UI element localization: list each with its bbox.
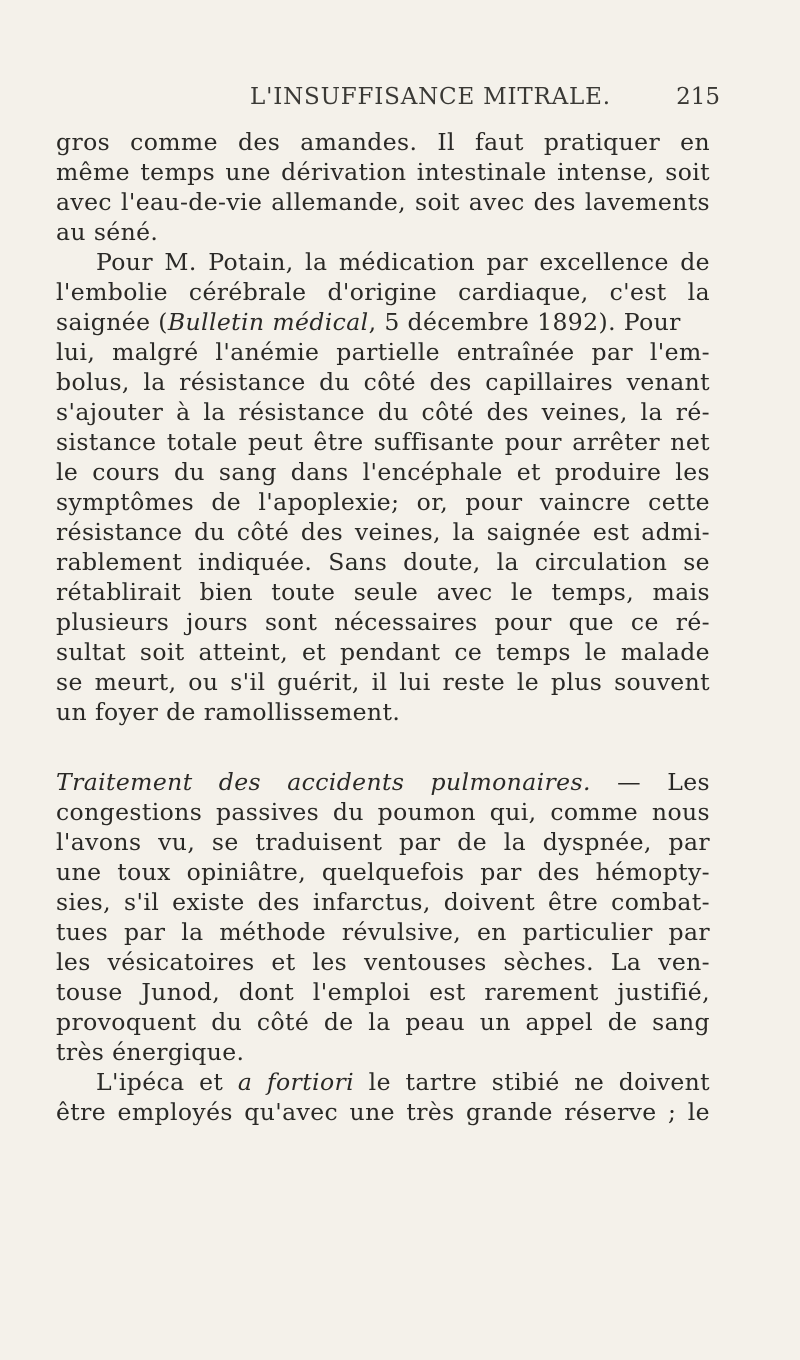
text-line: être employés qu'avec une très grande réserve ; le (56, 1098, 710, 1126)
text-fragment: le tartre stibié ne doivent (354, 1068, 711, 1096)
text-line: même temps une dérivation intestinale intense, soit (56, 158, 710, 186)
text-line: lui, malgré l'anémie partielle entraînée par l'em- (56, 338, 710, 366)
text-line: provoquent du côté de la peau un appel de sang (56, 1008, 710, 1036)
paragraph-gap (56, 727, 710, 767)
journal-title: Bulletin médical (167, 308, 369, 336)
text-line: symptômes de l'apoplexie; or, pour vaincre cette (56, 488, 710, 516)
paragraph-2 (56, 247, 710, 727)
running-head: L'INSUFFISANCE MITRALE. (250, 84, 611, 110)
page-number: 215 (676, 84, 720, 110)
text-line: sultat soit atteint, et pendant ce temps le malade (56, 638, 710, 666)
text-line: congestions passives du poumon qui, comme nous (56, 798, 710, 826)
text-line: au séné. (56, 218, 159, 246)
text-line: très énergique. (56, 1038, 245, 1066)
text-line: une toux opiniâtre, quelquefois par des hémopty- (56, 858, 710, 886)
text-line: touse Junod, dont l'emploi est rarement justifié, (56, 978, 710, 1006)
text-line: un foyer de ramollissement. (56, 698, 401, 726)
text-line: tues par la méthode révulsive, en particulier par (56, 918, 710, 946)
text-line (56, 1067, 710, 1097)
page-header (250, 84, 720, 118)
text-line: bolus, la résistance du côté des capillaires venant (56, 368, 710, 396)
text-line: l'avons vu, se traduisent par de la dyspnée, par (56, 828, 710, 856)
latin-phrase: a fortiori (237, 1068, 355, 1096)
paragraph-4 (56, 1067, 710, 1127)
text-line: sies, s'il existe des infarctus, doivent être combat- (56, 888, 710, 916)
text-line-citation (56, 307, 710, 337)
section-heading: Traitement des accidents pulmonaires. (56, 768, 591, 796)
text-line: se meurt, ou s'il guérit, il lui reste le plus souvent (56, 668, 710, 696)
text-line: plusieurs jours sont nécessaires pour que ce ré- (56, 608, 710, 636)
text-line: rétablirait bien toute seule avec le temps, mais (56, 578, 710, 606)
text-line: résistance du côté des veines, la saignée est admi- (56, 518, 710, 546)
text-line: l'embolie cérébrale d'origine cardiaque, c'est la (56, 278, 710, 306)
text-fragment: — Les (590, 768, 711, 796)
text-line: le cours du sang dans l'encéphale et produire les (56, 458, 710, 486)
text-line: sistance totale peut être suffisante pour arrêter net (56, 428, 710, 456)
text-fragment: L'ipéca et (96, 1068, 238, 1096)
paragraph-1 (56, 127, 710, 247)
text-line: Pour M. Potain, la médication par excellence de (96, 248, 710, 276)
text-fragment: saignée ( (56, 308, 168, 336)
text-line: gros comme des amandes. Il faut pratiquer en (56, 128, 710, 156)
text-line: rablement indiquée. Sans doute, la circulation se (56, 548, 710, 576)
text-line: s'ajouter à la résistance du côté des veines, la ré- (56, 398, 710, 426)
paragraph-3 (56, 767, 710, 1067)
text-fragment: , 5 décembre 1892). Pour (368, 308, 681, 336)
text-line: les vésicatoires et les ventouses sèches. La ven- (56, 948, 710, 976)
text-line: avec l'eau-de-vie allemande, soit avec des lavements (56, 188, 710, 216)
section-heading-line (56, 767, 710, 797)
body-text (56, 127, 710, 1127)
